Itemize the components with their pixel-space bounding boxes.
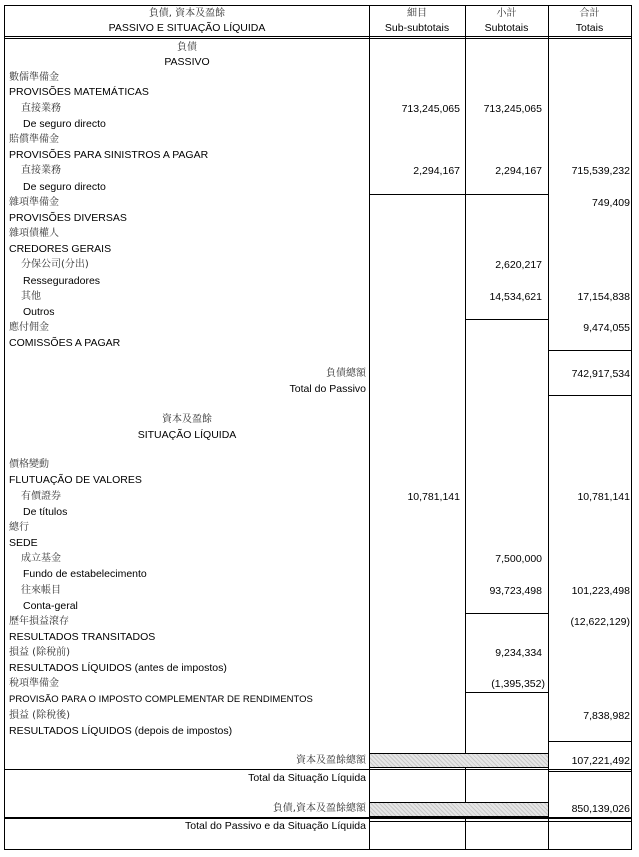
row-label-pt: Conta-geral	[23, 600, 78, 612]
total-passivo-value: 742,917,534	[571, 368, 630, 380]
header-col4-zh: 合計	[579, 8, 600, 19]
rule	[5, 817, 631, 819]
total-value: 749,409	[592, 197, 630, 209]
row-label-zh: 稅項準備金	[9, 678, 59, 689]
row-label-zh: 總行	[9, 522, 29, 533]
column-divider	[465, 6, 466, 849]
row-label-pt: RESULTADOS LÍQUIDOS (depois de impostos)	[9, 725, 233, 737]
row-label-pt: PROVISÕES MATEMÁTICAS	[9, 86, 149, 98]
total-value: 715,539,232	[571, 165, 630, 177]
subtotal-value: (1,395,352)	[491, 678, 545, 690]
row-label-zh: 分保公司(分出)	[21, 259, 89, 270]
total-situacao-label-zh: 資本及盈餘總額	[296, 755, 366, 766]
header-col3-zh: 小計	[496, 8, 517, 19]
row-label-zh: 賠償準備金	[9, 134, 59, 145]
rule	[548, 741, 631, 742]
row-label-pt: SEDE	[9, 537, 38, 549]
situacao-heading-pt: SITUAÇÃO LÍQUIDA	[137, 429, 237, 441]
rule	[465, 613, 548, 614]
subtotal-value: 14,534,621	[489, 291, 542, 303]
header-col2-pt: Sub-subtotais	[384, 22, 450, 34]
row-label-pt: CREDORES GERAIS	[9, 243, 112, 255]
passivo-heading-pt: PASSIVO	[164, 56, 210, 68]
row-label-zh: 直接業務	[21, 103, 61, 114]
row-label-pt: Fundo de estabelecimento	[23, 568, 147, 580]
header-col4-pt: Totais	[575, 22, 604, 34]
column-divider	[369, 6, 370, 849]
subtotal-value: 2,294,167	[495, 165, 542, 177]
header-rule	[5, 36, 631, 37]
row-label-zh: 歷年損益滾存	[9, 616, 69, 627]
total-value: 17,154,838	[577, 291, 630, 303]
sub-subtotal-value: 10,781,141	[407, 491, 460, 503]
row-label-pt: De seguro directo	[23, 118, 106, 130]
rule	[465, 319, 548, 320]
total-value: 9,474,055	[583, 322, 630, 334]
header-col2-zh: 細目	[407, 8, 427, 19]
rule	[548, 771, 631, 772]
row-label-zh: 價格變動	[9, 459, 49, 470]
grand-total-label-zh: 負債,資本及盈餘總額	[272, 803, 366, 814]
row-label-zh: 數儒準備金	[9, 72, 59, 83]
passivo-heading-zh: 負債	[177, 42, 197, 53]
row-label-pt: RESULTADOS LÍQUIDOS (antes de impostos)	[9, 662, 227, 674]
row-label-pt: Outros	[23, 306, 55, 318]
subtotal-value: 93,723,498	[489, 585, 542, 597]
header-col1-pt: PASSIVO E SITUAÇÃO LÍQUIDA	[108, 22, 266, 34]
row-label-zh: 其他	[21, 291, 41, 302]
row-label-zh: 損益 (除稅後)	[9, 710, 70, 721]
total-situacao-value: 107,221,492	[571, 755, 630, 767]
row-label-zh: 損益 (除稅前)	[9, 647, 70, 658]
row-label-pt: De seguro directo	[23, 181, 106, 193]
grand-total-label-pt: Total do Passivo e da Situação Líquida	[185, 820, 366, 832]
sub-subtotal-value: 713,245,065	[401, 103, 460, 115]
row-label-pt: De títulos	[23, 506, 68, 518]
row-label-pt: FLUTUAÇÃO DE VALORES	[9, 474, 142, 486]
shaded-cell	[369, 802, 549, 817]
subtotal-value: 2,620,217	[495, 259, 542, 271]
row-label-zh: 雜項準備金	[9, 197, 59, 208]
row-label-pt: Resseguradores	[23, 275, 101, 287]
total-value: 7,838,982	[583, 710, 630, 722]
rule	[548, 350, 631, 351]
rule	[548, 395, 631, 396]
sub-subtotal-value: 2,294,167	[413, 165, 460, 177]
column-divider	[548, 6, 549, 849]
row-label-zh: 雜項債權人	[9, 228, 59, 239]
total-situacao-label-pt: Total da Situação Líquida	[248, 772, 366, 784]
rule	[369, 194, 465, 195]
row-label-pt: RESULTADOS TRANSITADOS	[9, 631, 156, 643]
total-value: 10,781,141	[577, 491, 630, 503]
total-value: (12,622,129)	[570, 616, 630, 628]
grand-total-value: 850,139,026	[571, 803, 630, 815]
shaded-cell	[369, 753, 549, 768]
total-value: 101,223,498	[571, 585, 630, 597]
balance-sheet-table	[4, 5, 632, 850]
row-label-pt: PROVISÃO PARA O IMPOSTO COMPLEMENTAR DE RENDIMENTOS	[9, 694, 313, 705]
header-rule	[5, 38, 631, 39]
total-passivo-label-zh: 負債總額	[326, 368, 366, 379]
row-label-pt: PROVISÕES PARA SINISTROS A PAGAR	[9, 149, 209, 161]
row-label-pt: COMISSÕES A PAGAR	[9, 337, 121, 349]
row-label-zh: 有價證券	[21, 491, 61, 502]
rule	[465, 194, 548, 195]
row-label-zh: 成立基金	[21, 553, 61, 564]
header-col3-pt: Subtotais	[484, 22, 529, 34]
situacao-heading-zh: 資本及盈餘	[162, 414, 212, 425]
rule	[5, 769, 631, 770]
rule	[369, 821, 631, 822]
row-label-zh: 往來帳目	[21, 585, 61, 596]
header-col1-zh: 負債, 資本及盈餘	[148, 8, 226, 19]
row-label-zh: 應付佣金	[9, 322, 49, 333]
row-label-zh: 直接業務	[21, 165, 61, 176]
subtotal-value: 7,500,000	[495, 553, 542, 565]
total-passivo-label-pt: Total do Passivo	[289, 383, 366, 395]
subtotal-value: 9,234,334	[495, 647, 542, 659]
row-label-pt: PROVISÕES DIVERSAS	[9, 212, 127, 224]
rule	[465, 692, 548, 693]
subtotal-value: 713,245,065	[483, 103, 542, 115]
